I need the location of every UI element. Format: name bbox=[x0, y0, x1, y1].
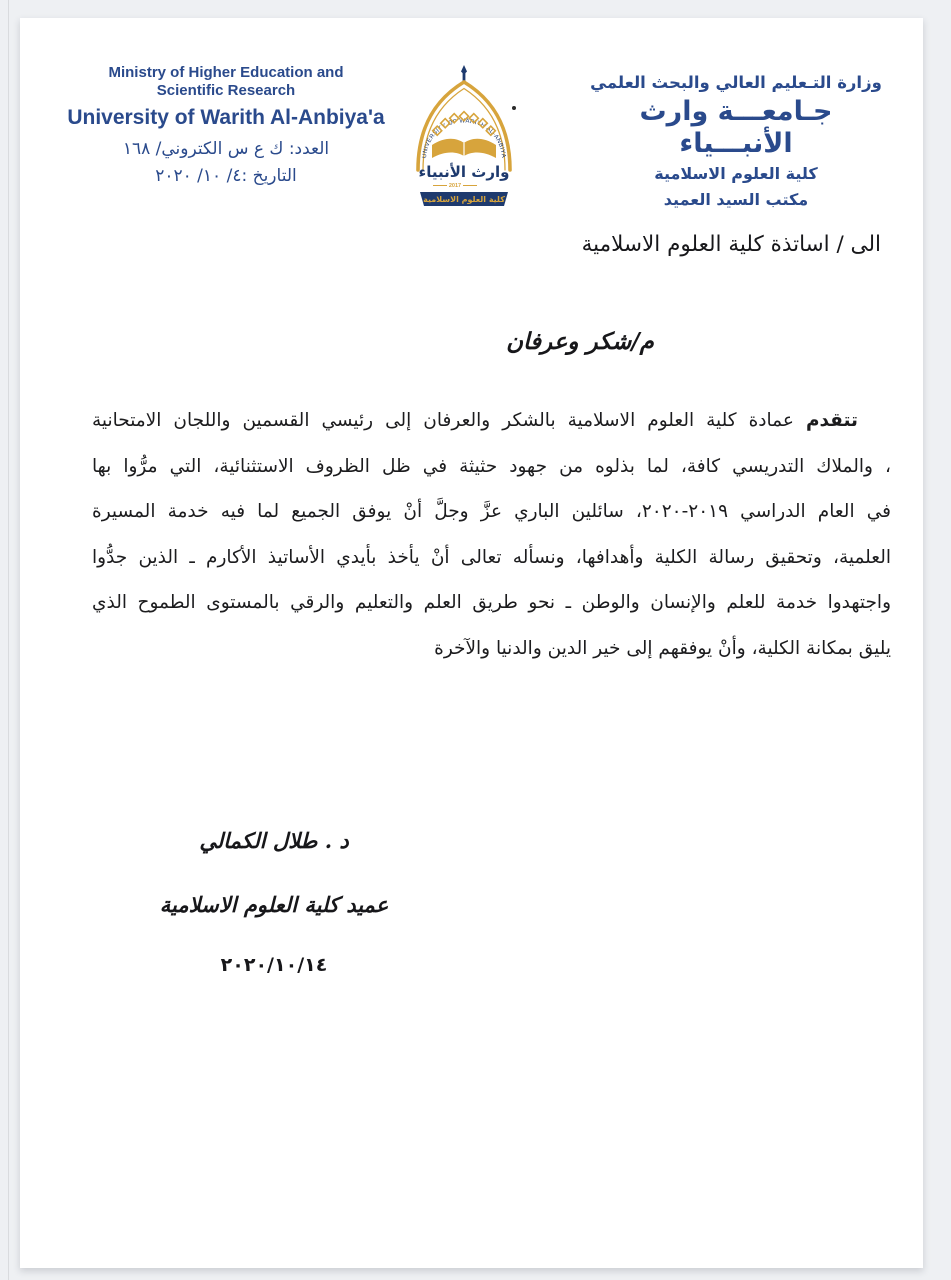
signer-name: د . طلال الكمالي bbox=[199, 828, 349, 853]
logo-dome-arch-icon bbox=[418, 82, 510, 170]
logo-arc-text: UNIVERSITY OF WARITH AL-ANBIYA bbox=[421, 118, 507, 159]
letter-body bbox=[92, 398, 891, 671]
logo-banner-icon bbox=[420, 192, 508, 206]
addressee-line: الى / اساتذة كلية العلوم الاسلامية bbox=[581, 232, 881, 257]
body-lead-word: تتقدم bbox=[805, 410, 858, 431]
ref-date-line: التاريخ :٤/ ١٠/ ٢٠٢٠ bbox=[155, 166, 297, 186]
university-logo-emblem bbox=[403, 64, 525, 214]
letterhead-left bbox=[50, 64, 402, 187]
letterhead-right bbox=[585, 72, 887, 210]
logo-year-text: 2017 bbox=[448, 183, 462, 189]
body-line-1-text: عمادة كلية العلوم الاسلامية بالشكر والعرفان إلى رئيسي القسمين واللجان الامتحانية bbox=[92, 410, 794, 431]
viewer-edge-line bbox=[8, 0, 9, 1280]
university-logo bbox=[403, 64, 525, 214]
logo-calligraphy-text: وارث الأنبياء bbox=[418, 163, 510, 181]
logo-banner-text: كلية العلوم الاسلامية bbox=[423, 195, 505, 204]
body-line-1 bbox=[92, 398, 891, 444]
logo-open-book-icon bbox=[432, 139, 496, 158]
ministry-name-ar: وزارة التـعليم العالي والبحث العلمي bbox=[590, 73, 882, 92]
dean-office-ar: مكتب السيد العميد bbox=[663, 190, 809, 209]
ref-number-line: العدد: ك ع س الكتروني/ ١٦٨ bbox=[122, 139, 330, 159]
college-name-ar: كلية العلوم الاسلامية bbox=[654, 164, 818, 183]
signer-title: عميد كلية العلوم الاسلامية bbox=[159, 892, 389, 917]
body-line-6: يليق بمكانة الكلية، وأنْ يوفقهم إلى خير الدين والدنيا والآخرة bbox=[434, 637, 891, 659]
stray-ink-dot bbox=[512, 106, 516, 110]
ministry-name-en-line2: Scientific Research bbox=[156, 82, 296, 99]
subject-line: م/شكر وعرفان bbox=[506, 328, 654, 355]
letter-page bbox=[20, 18, 923, 1268]
signature-block bbox=[123, 828, 425, 976]
ministry-name-en-line1: Ministry of Higher Education and bbox=[108, 64, 344, 81]
university-name-ar: جـامعـــة وارث الأنبـــياء bbox=[639, 96, 833, 159]
university-name-en: University of Warith Al-Anbiya'a bbox=[67, 106, 385, 129]
signature-date: ٢٠٢٠/١٠/١٤ bbox=[220, 954, 328, 976]
body-line-5: واجتهدوا خدمة للعلم والإنسان والوطن ـ نحو طريق العلم والتعليم والرقي بالمستوى الطموح الذي bbox=[92, 592, 891, 613]
body-line-3: في العام الدراسي ٢٠١٩-٢٠٢٠، سائلين الباري عزَّ وجلَّ أنْ يوفق الجميع لما فيه خدمة المسيرة bbox=[92, 501, 891, 522]
body-line-2: ، والملاك التدريسي كافة، لما بذلوه من جهود حثيثة في ظل الظروف الاستثنائية، التي مرُّوا بها bbox=[92, 455, 891, 477]
body-line-4: العلمية، وتحقيق رسالة الكلية وأهدافها، ونسأله تعالى أنْ يأخذ بأيدي الأساتيذ الأكارم ـ الذين جدُّوا bbox=[92, 546, 891, 568]
